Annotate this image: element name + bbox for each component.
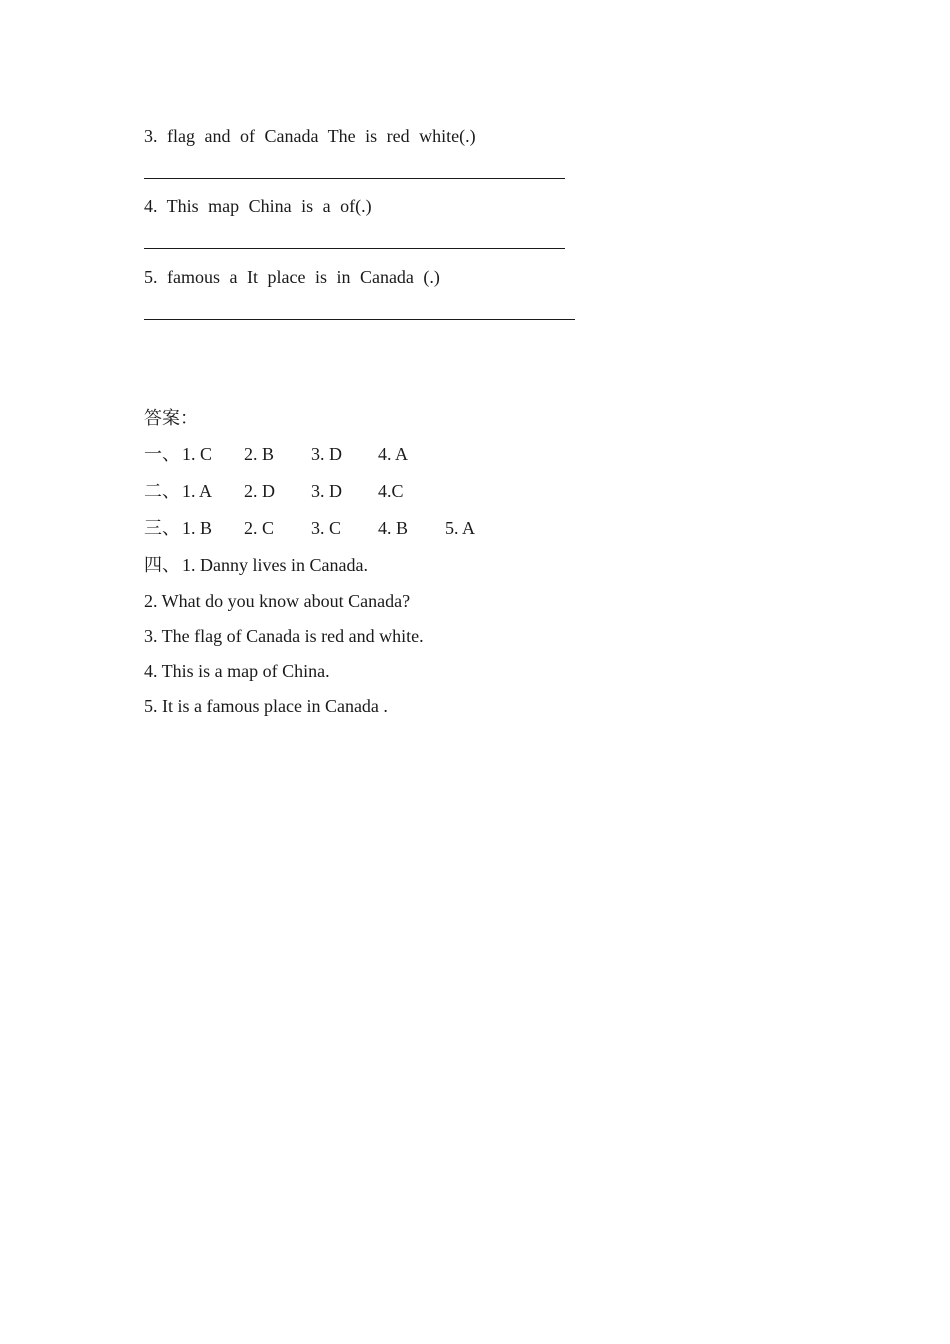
question-4-text: 4. This map China is a of(.) (144, 196, 372, 216)
section-2-answer-1: 1. A (182, 481, 213, 501)
section-2-answer-4: 4.C (378, 481, 404, 501)
section-2-prefix: 二、 (144, 481, 180, 501)
section-4-sentence-4: 4. This is a map of China. (144, 661, 330, 681)
section-1-answer-3: 3. D (311, 444, 342, 464)
section-4-sentence-5: 5. It is a famous place in Canada . (144, 696, 388, 716)
question-4-answer-line (144, 248, 565, 249)
section-4-sentence-2: 2. What do you know about Canada? (144, 591, 411, 611)
section-3-answer-5: 5. A (445, 518, 476, 538)
question-5-text: 5. famous a It place is in Canada (.) (144, 267, 440, 287)
section-1-prefix: 一、 (144, 444, 180, 464)
section-4-sentence-1: 1. Danny lives in Canada. (182, 555, 368, 575)
answers-heading: 答案： (144, 408, 198, 428)
section-1-answer-4: 4. A (378, 444, 409, 464)
section-3-answer-3: 3. C (311, 518, 342, 538)
question-3-text: 3. flag and of Canada The is red white(.) (144, 126, 476, 146)
section-3-answer-4: 4. B (378, 518, 409, 538)
section-3-answer-1: 1. B (182, 518, 213, 538)
question-3-answer-line (144, 178, 565, 179)
section-2-answer-3: 3. D (311, 481, 342, 501)
question-5-answer-line (144, 319, 575, 320)
section-4-sentence-3: 3. The flag of Canada is red and white. (144, 626, 424, 646)
section-2-answer-2: 2. D (244, 481, 275, 501)
section-4-prefix: 四、 (144, 555, 180, 575)
section-1-answer-1: 1. C (182, 444, 213, 464)
section-3-prefix: 三、 (144, 518, 180, 538)
section-1-answer-2: 2. B (244, 444, 275, 464)
section-3-answer-2: 2. C (244, 518, 275, 538)
